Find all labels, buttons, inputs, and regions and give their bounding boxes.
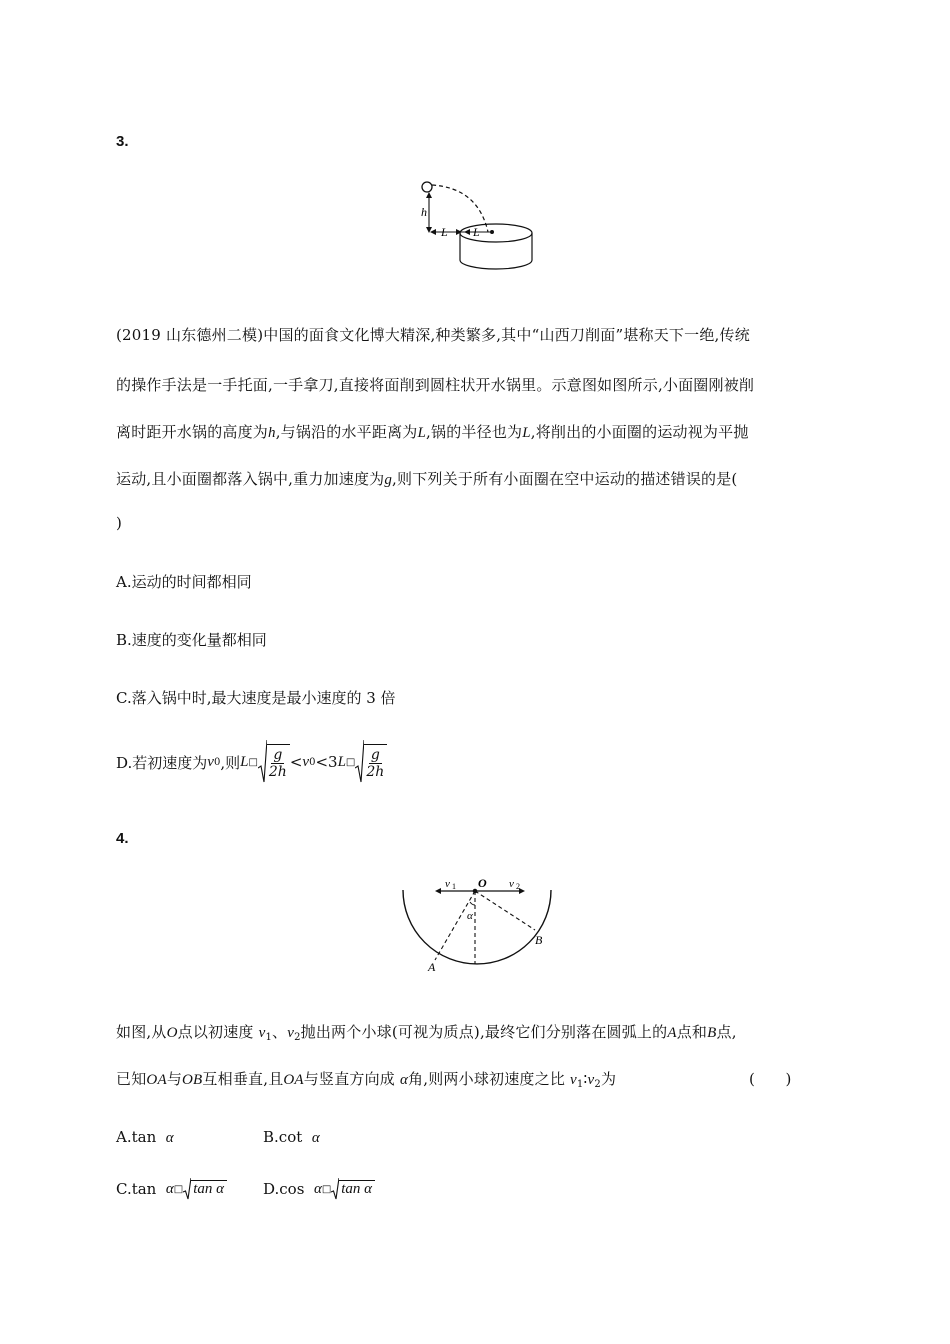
q3-stem-line-3 bbox=[116, 421, 749, 442]
q4-line1-a: 如图,从 bbox=[116, 1023, 167, 1041]
q3-var-g: g bbox=[384, 472, 393, 488]
fig-A-label: A bbox=[428, 960, 436, 974]
q3-optd-prefix: D.若初速度为 bbox=[116, 753, 208, 772]
q3-optd-box2: □ bbox=[345, 756, 356, 768]
q4-optd-alpha: α bbox=[313, 1180, 322, 1197]
q4-optc-alpha: α bbox=[165, 1180, 174, 1197]
q3-optd-sub2: 0 bbox=[309, 756, 316, 768]
question-3-figure bbox=[410, 176, 545, 272]
q3-optd-box: □ bbox=[248, 756, 258, 768]
q4-ratio-colon: ∶ bbox=[583, 1070, 588, 1088]
q4-line1-c: 、 bbox=[272, 1023, 288, 1041]
q3-optd-sub: 0 bbox=[213, 756, 221, 768]
question-3-number: 3. bbox=[116, 133, 129, 150]
q3-line4-b: ,则下列关于所有小面圈在空中运动的描述错误的是( bbox=[392, 470, 738, 488]
q4-line1-b: 点以初速度 bbox=[177, 1023, 254, 1041]
q4-optb-alpha: α bbox=[311, 1130, 320, 1146]
q4-option-d[interactable] bbox=[263, 1178, 375, 1200]
q4-stem-line-1 bbox=[116, 1021, 737, 1043]
q4-var-v1-sub: 1 bbox=[265, 1032, 273, 1043]
q3-optd-sqrt-1 bbox=[258, 740, 290, 784]
q3-option-a[interactable]: A.运动的时间都相同 bbox=[116, 573, 252, 591]
fig-v1-sub: 1 bbox=[452, 882, 456, 891]
question-4-number: 4. bbox=[116, 830, 129, 847]
q3-frac-den-2: 2h bbox=[366, 764, 385, 780]
q4-var-B: B bbox=[707, 1025, 717, 1041]
fig-L2-label: L bbox=[473, 225, 480, 239]
q4-optd-radicand: tan α bbox=[339, 1180, 375, 1198]
q4-opta-text: A.tan bbox=[116, 1128, 157, 1146]
q4-ratio-v1: v bbox=[570, 1072, 577, 1088]
q3-line4-a: 运动,且小面圈都落入锅中,重力加速度为 bbox=[116, 470, 385, 488]
q3-line3-d: ,将削出的小面圈的运动视为平抛 bbox=[530, 423, 749, 441]
q3-optd-lt1: < bbox=[289, 753, 303, 771]
q4-answer-paren: ( ) bbox=[749, 1070, 792, 1088]
q3-optd-v2: v bbox=[302, 753, 310, 770]
q4-line2-d: 与竖直方向成 bbox=[303, 1070, 395, 1088]
q3-line3-c: ,锅的半径也为 bbox=[426, 423, 523, 441]
q3-var-L2: L bbox=[522, 425, 531, 441]
q4-line1-d: 抛出两个小球(可视为质点),最终它们分别落在圆弧上的 bbox=[300, 1023, 668, 1041]
q4-ratio-v2-sub: 2 bbox=[594, 1079, 601, 1090]
q4-optc-text: C.tan bbox=[116, 1180, 157, 1198]
q4-var-v2-sub: 2 bbox=[294, 1032, 301, 1043]
q4-var-OA: OA bbox=[146, 1072, 167, 1088]
q3-optd-lt2: <3 bbox=[315, 753, 338, 771]
q4-var-v1: v bbox=[258, 1025, 266, 1041]
fig-B-label: B bbox=[535, 933, 543, 947]
q3-frac-den-1: 2h bbox=[268, 764, 287, 780]
q4-option-b[interactable] bbox=[263, 1128, 320, 1147]
q4-line2-e: 角,则两小球初速度之比 bbox=[408, 1070, 566, 1088]
q4-var-OB: OB bbox=[182, 1072, 203, 1088]
q3-stem-line-2: 的操作手法是一手托面,一手拿刀,直接将面削到圆柱状开水锅里。示意图如图所示,小面圈刚被削 bbox=[116, 376, 755, 394]
q4-var-A: A bbox=[667, 1025, 677, 1041]
q3-optd-v: v bbox=[207, 753, 214, 770]
q4-ratio-v1-sub: 1 bbox=[576, 1079, 584, 1090]
q3-optd-L: L bbox=[240, 753, 249, 770]
q3-optd-mid: ,则 bbox=[220, 753, 241, 772]
q4-line1-f: 点, bbox=[716, 1023, 737, 1041]
q3-line3-b: ,与锅沿的水平距离为 bbox=[275, 423, 418, 441]
fig-alpha-label: α bbox=[467, 910, 473, 922]
fig-v2-sub: 2 bbox=[516, 882, 520, 891]
q4-optd-box: □ bbox=[321, 1183, 332, 1195]
q4-optb-text: B.cot bbox=[263, 1128, 303, 1146]
q3-optd-L2: L bbox=[337, 753, 346, 770]
q4-line2-c: 互相垂直,且 bbox=[202, 1070, 284, 1088]
q3-frac-num-1: g bbox=[273, 747, 283, 763]
question-4-figure bbox=[395, 872, 560, 977]
q3-option-b[interactable]: B.速度的变化量都相同 bbox=[116, 631, 267, 649]
q4-optd-sqrt bbox=[331, 1178, 375, 1200]
q4-option-a[interactable] bbox=[116, 1128, 174, 1147]
q3-line3-a: 离时距开水锅的高度为 bbox=[116, 423, 269, 441]
q3-stem-line-4 bbox=[116, 468, 737, 489]
q4-line2-a: 已知 bbox=[116, 1070, 147, 1088]
q4-option-c[interactable] bbox=[116, 1178, 227, 1200]
q4-optc-box: □ bbox=[173, 1183, 184, 1195]
fig-O-label: O bbox=[478, 876, 487, 890]
q3-frac-num-2: g bbox=[370, 747, 380, 763]
q3-var-L: L bbox=[417, 425, 427, 441]
q3-stem-line-1: (2019 山东德州二模)中国的面食文化博大精深,种类繁多,其中“山西刀削面”堪称天下一绝,传统 bbox=[116, 326, 750, 344]
q4-var-O: O bbox=[166, 1025, 178, 1041]
q4-var-v2: v bbox=[287, 1025, 295, 1041]
q4-stem-line-2 bbox=[116, 1068, 816, 1090]
q4-optd-text: D.cos bbox=[263, 1180, 305, 1198]
fig-v2-label: v bbox=[509, 878, 514, 890]
fig-v1-label: v bbox=[445, 878, 450, 890]
q4-opta-alpha: α bbox=[165, 1130, 174, 1146]
q4-line1-e: 点和 bbox=[676, 1023, 708, 1041]
q3-optd-sqrt-2 bbox=[355, 740, 387, 784]
fig-h-label: h bbox=[421, 205, 427, 219]
q4-ratio-v2: v bbox=[587, 1072, 595, 1088]
q3-var-h: h bbox=[268, 425, 276, 441]
q3-option-d[interactable] bbox=[116, 740, 387, 784]
q4-line2-f: 为 bbox=[600, 1070, 617, 1088]
q4-var-alpha: α bbox=[399, 1072, 409, 1088]
q4-var-OA2: OA bbox=[283, 1072, 304, 1088]
q3-option-c[interactable]: C.落入锅中时,最大速度是最小速度的 3 倍 bbox=[116, 689, 396, 707]
q4-optc-radicand: tan α bbox=[191, 1180, 227, 1198]
q4-optc-sqrt bbox=[183, 1178, 227, 1200]
fig-L1-label: L bbox=[441, 225, 448, 239]
q4-line2-b: 与 bbox=[166, 1070, 183, 1088]
q3-stem-line-5: ) bbox=[116, 514, 123, 532]
